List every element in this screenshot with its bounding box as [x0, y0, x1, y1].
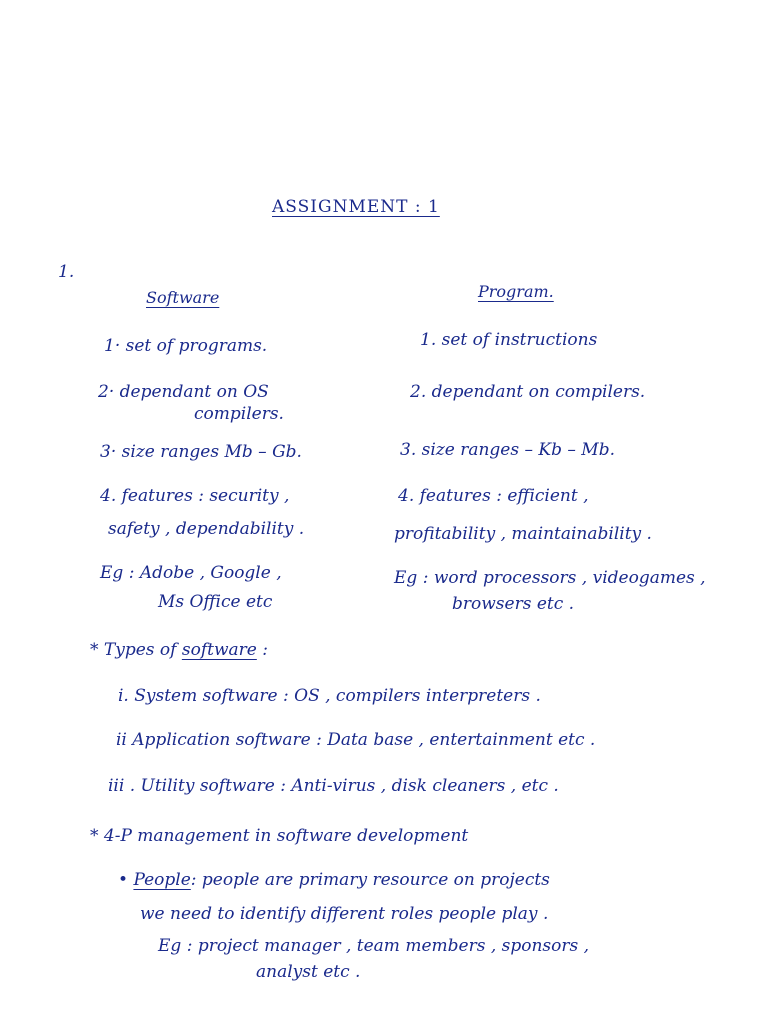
software-line: 3· size ranges Mb – Gb.: [100, 442, 302, 462]
management-line: Eg : project manager , team members , sponsors ,: [158, 936, 590, 956]
software-line: 2· dependant on OS: [98, 382, 269, 402]
bullet: •: [118, 870, 129, 890]
software-line: compilers.: [194, 404, 284, 424]
assignment-title: ASSIGNMENT : 1: [272, 197, 440, 217]
people-line: [118, 872, 550, 889]
program-line: 4. features : efficient ,: [398, 486, 589, 506]
types-item: iii . Utility software : Anti-virus , disk cleaners , etc .: [108, 776, 559, 796]
program-line: 2. dependant on compilers.: [410, 382, 646, 402]
software-line: 4. features : security ,: [100, 486, 290, 506]
program-line: profitability , maintainability .: [394, 524, 652, 544]
management-line: we need to identify different roles people play .: [140, 904, 549, 924]
software-line: Eg : Adobe , Google ,: [100, 563, 282, 583]
people-text: : people are primary resource on projects: [190, 870, 550, 890]
types-heading-prefix: * Types of: [90, 640, 182, 660]
software-heading: Software: [146, 288, 220, 307]
management-line: analyst etc .: [256, 962, 361, 982]
program-line: browsers etc .: [452, 594, 575, 614]
types-heading-suffix: :: [256, 640, 268, 660]
program-line: 3. size ranges – Kb – Mb.: [400, 440, 615, 460]
types-item: ii Application software : Data base , entertainment etc .: [116, 730, 596, 750]
management-heading: * 4-P management in software development: [90, 826, 469, 846]
people-label: People: [133, 870, 191, 890]
types-heading-word: software: [181, 640, 257, 660]
types-heading: [90, 642, 268, 659]
software-line: safety , dependability .: [108, 519, 305, 539]
question-number: 1.: [58, 262, 75, 282]
types-item: i. System software : OS , compilers interpreters .: [118, 686, 541, 706]
program-line: Eg : word processors , videogames ,: [394, 568, 706, 588]
software-line: 1· set of programs.: [104, 336, 268, 356]
program-heading: Program.: [478, 282, 554, 301]
program-line: 1. set of instructions: [420, 330, 598, 350]
software-line: Ms Office etc: [158, 592, 273, 612]
